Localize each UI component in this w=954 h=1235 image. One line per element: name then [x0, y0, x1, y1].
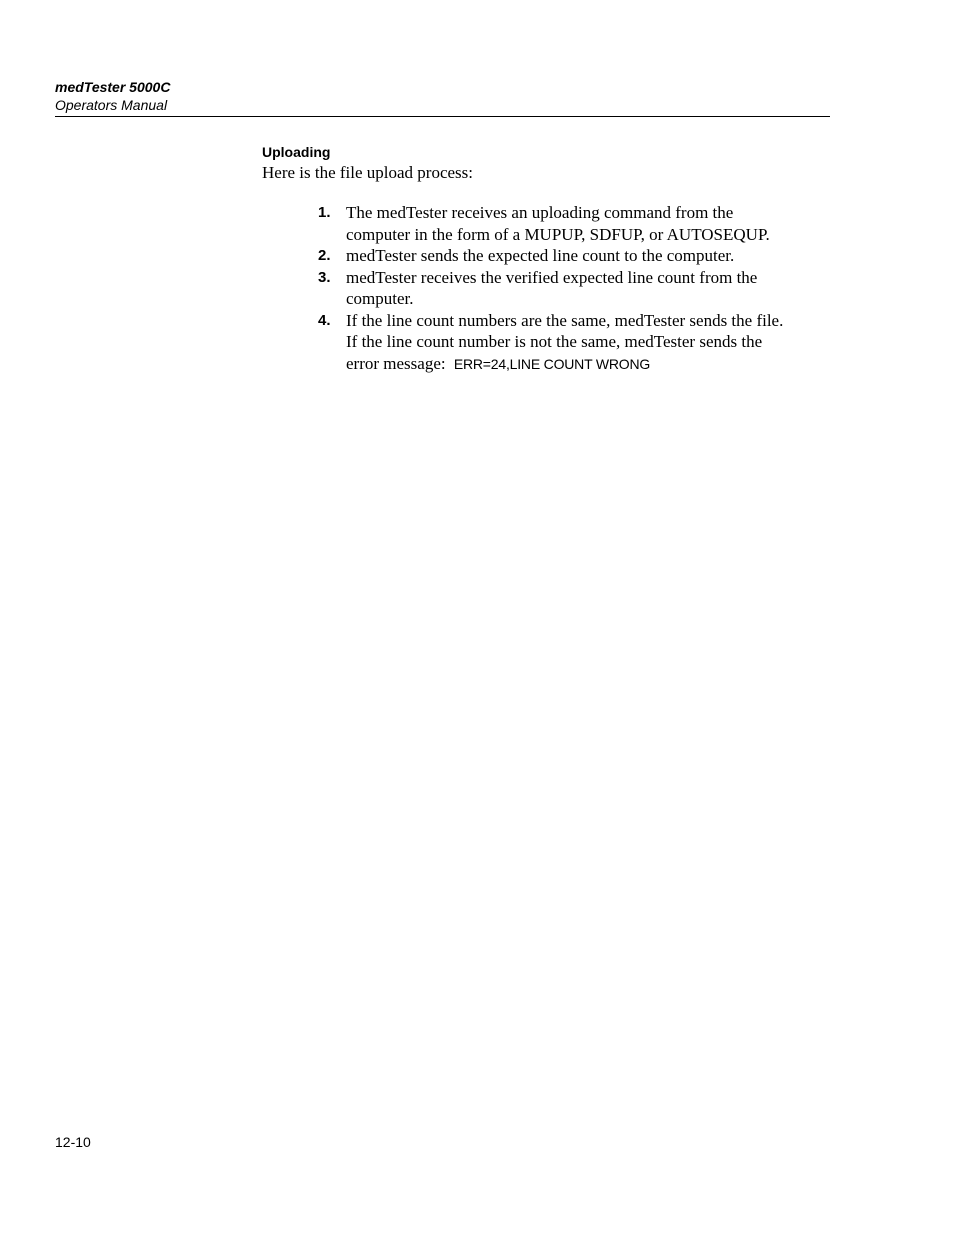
step-number: 2. [318, 247, 331, 264]
section-intro: Here is the file upload process: [262, 163, 474, 182]
step-number: 4. [318, 311, 331, 329]
step-item-1 [262, 202, 794, 245]
running-header [55, 78, 830, 117]
step-item-3 [262, 267, 794, 310]
upload-steps-list [262, 202, 802, 375]
step-text: If the line count numbers are the same, medTester sends the file. If the line count number is not the same, medTester sends the error message: [346, 310, 784, 373]
manual-title: medTester 5000C [55, 79, 171, 95]
step-item-2 [262, 245, 794, 267]
error-message-code: ERR=24,LINE COUNT WRONG [453, 355, 651, 372]
uploading-section [262, 143, 802, 375]
step-item-4 [262, 310, 794, 376]
step-number: 3. [318, 268, 331, 286]
page-number: 12-10 [55, 1134, 91, 1150]
step-text: The medTester receives an uploading command from the computer in the form of a MUPUP, SDFUP, or AUTOSEQUP. [346, 203, 770, 244]
step-number: 1. [318, 204, 331, 221]
step-text: medTester receives the verified expected line count from the computer. [346, 267, 758, 308]
manual-subtitle: Operators Manual [55, 97, 168, 113]
step-text: medTester sends the expected line count to the computer. [346, 246, 735, 265]
section-heading: Uploading [262, 144, 331, 160]
